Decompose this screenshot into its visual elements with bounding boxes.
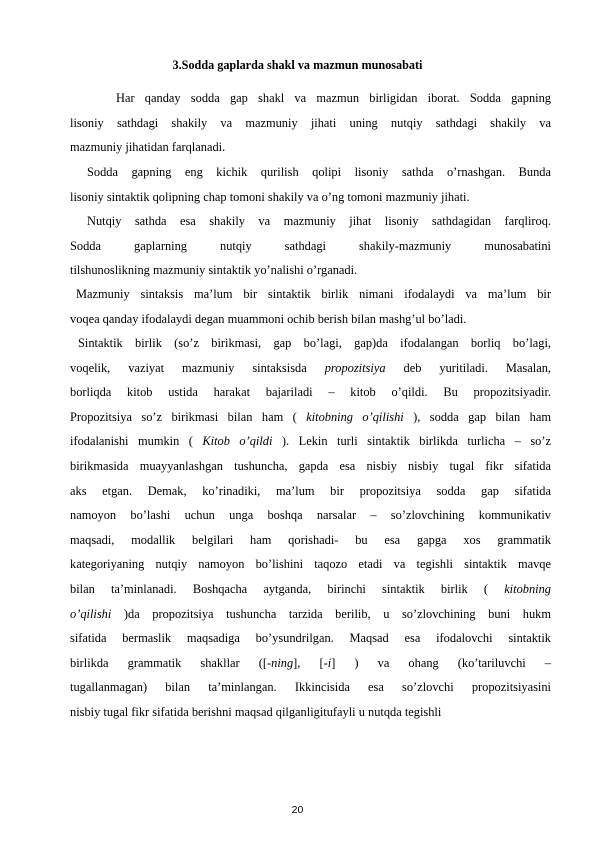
text-line — [70, 86, 551, 111]
paragraph-2 — [70, 160, 551, 209]
text-line — [70, 528, 551, 553]
text-line — [70, 577, 551, 602]
text-line — [70, 356, 551, 381]
text-run: Har qanday sodda gap shakl va mazmun birligidan iborat. Sodda gapning — [116, 91, 551, 105]
text-run: Nutqiy sathda esa shakily va mazmuniy jihat lisoniy sathdagidan farqliroq. — [87, 214, 551, 228]
text-line — [70, 700, 551, 725]
italic-term: kitobning o’qilishi — [306, 409, 404, 424]
text-line — [70, 479, 551, 504]
paragraph-4 — [70, 282, 551, 331]
text-line — [70, 503, 551, 528]
text-line — [70, 135, 551, 160]
text-run: lisoniy sathdagi shakily va mazmuniy jihati uning nutqiy sathdagi shakily va — [70, 115, 551, 130]
text-run: Mazmuniy sintaksis ma’lum bir sintaktik birlik nimani ifodalaydi va ma’lum bir — [76, 287, 551, 301]
text-line — [70, 405, 551, 430]
italic-term: o’qilishi — [70, 606, 112, 621]
section-title: 3.Sodda gaplarda shakl va mazmun munosabati — [172, 58, 423, 72]
text-run: maqsadi, modallik belgilari ham qorishadi- bu esa gapga xos grammatik — [70, 532, 551, 547]
text-run: borliqda kitob ustida harakat bajariladi – kitob o’qildi. Bu propozitsiyadir. — [70, 385, 551, 400]
text-line — [70, 282, 551, 307]
text-line — [70, 111, 551, 136]
text-line — [70, 234, 551, 259]
text-run: ). Lekin turli sintaktik birlikda turlicha – so’z — [272, 434, 551, 449]
paragraph-3 — [70, 209, 551, 283]
text-run: kategoriyaning nutqiy namoyon bo’lishini taqozo etadi va tegishli sintaktik mavqe — [70, 557, 551, 572]
text-run: sifatida bermaslik maqsadiga bo’ysundrilgan. Maqsad esa ifodalovchi sintaktik — [70, 631, 551, 646]
text-line — [70, 675, 551, 700]
text-run: ] ) va ohang (ko’tariluvchi – — [331, 655, 551, 670]
text-line — [70, 331, 551, 356]
text-line — [70, 454, 551, 479]
text-line — [70, 626, 551, 651]
italic-term: propozitsiya — [324, 360, 386, 375]
text-run: ], [- — [293, 655, 328, 670]
text-line — [70, 602, 551, 627]
text-line — [70, 651, 551, 676]
page-number: 20 — [291, 804, 304, 816]
text-line — [70, 429, 551, 454]
italic-term: kitobning — [504, 581, 551, 596]
text-run: tugallanmagan) bilan ta’minlangan. Ikkincisida esa so’zlovchi propozitsiyasini — [70, 680, 551, 695]
text-run: birlikda grammatik shakllar ([- — [70, 655, 272, 670]
paragraph-1 — [70, 86, 551, 160]
text-run: Sintaktik birlik (so’z birikmasi, gap bo’lagi, gap)da ifodalangan borliq bo’lagi, — [78, 336, 551, 350]
text-line — [70, 185, 551, 210]
italic-term: Kitob o’qildi — [202, 434, 273, 449]
text-run: Sodda gaplarning nutqiy sathdagi shakily-mazmuniy munosabatini — [70, 238, 551, 253]
text-line — [70, 258, 551, 283]
text-run: aks etgan. Demak, ko’rinadiki, ma’lum bir propozitsiya sodda gap sifatida — [70, 483, 551, 498]
italic-term: i — [327, 655, 332, 670]
text-run: mazmuniy jihatidan farqlanadi. — [70, 140, 226, 155]
italic-term: ning — [271, 655, 294, 670]
text-line — [70, 307, 551, 332]
text-run: ifodalanishi mumkin ( — [70, 434, 203, 449]
text-run: bilan ta’minlanadi. Boshqacha aytganda, birinchi sintaktik birlik ( — [70, 581, 505, 596]
text-line — [70, 160, 551, 185]
text-run: )da propozitsiya tushuncha tarzida berilib, u so’zlovchining buni hukm — [111, 606, 551, 621]
text-run: voqelik, vaziyat mazmuniy sintaksisda — [70, 360, 325, 375]
text-run: Propozitsiya so’z birikmasi bilan ham ( — [70, 409, 307, 424]
text-run: namoyon bo’lashi uchun unga boshqa narsalar – so’zlovchining kommunikativ — [70, 508, 551, 523]
text-run: deb yuritiladi. Masalan, — [385, 360, 551, 375]
text-run: nisbiy tugal fikr sifatida berishni maqsad qilganligitufayli u nutqda tegishli — [70, 704, 442, 719]
text-run: voqea qanday ifodalaydi degan muammoni ochib berish bilan mashg’ul bo’ladi. — [70, 311, 467, 326]
text-run: ), sodda gap bilan ham — [403, 409, 551, 424]
text-line — [70, 552, 551, 577]
text-run: lisoniy sintaktik qolipning chap tomoni shakily va o’ng tomoni mazmuniy jihati. — [70, 189, 470, 204]
text-run: birikmasida muayyanlashgan tushuncha, gapda esa nisbiy nisbiy tugal fikr sifatida — [70, 458, 551, 473]
text-line — [70, 380, 551, 405]
text-line — [70, 209, 551, 234]
text-run: Sodda gapning eng kichik qurilish qolipi lisoniy sathda o’rnashgan. Bunda — [87, 165, 551, 179]
paragraph-5 — [70, 331, 551, 725]
text-run: tilshunoslikning mazmuniy sintaktik yo’nalishi o’rganadi. — [70, 263, 358, 278]
